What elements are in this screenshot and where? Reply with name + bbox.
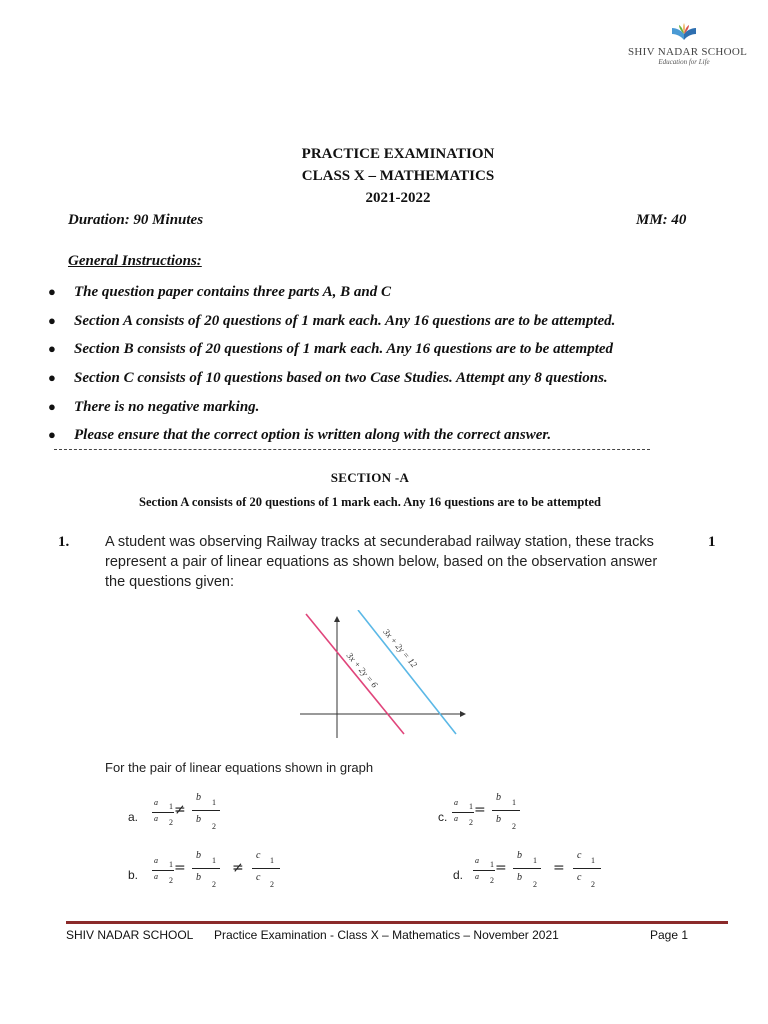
duration: Duration: 90 Minutes <box>68 212 204 228</box>
footer-rule <box>66 921 728 924</box>
footer-exam: Practice Examination - Class X – Mathematics – November 2021 <box>214 928 559 942</box>
option-letter: c. <box>438 810 448 824</box>
section-subheading: Section A consists of 20 questions of 1 mark each. Any 16 questions are to be attempted <box>139 495 601 509</box>
footer-page-number: Page 1 <box>650 928 689 942</box>
question-prompt: For the pair of linear equations shown in graph <box>105 760 374 775</box>
instruction-item: ● The question paper contains three parts A, B and C <box>48 282 738 311</box>
option-a[interactable]: a. a 1 a 2 ≠ b 1 b 2 <box>128 808 238 844</box>
relation-symbol: = <box>474 802 486 818</box>
instruction-item: ● Section B consists of 20 questions of 1 mark each. Any 16 questions are to be attempted <box>48 339 738 368</box>
school-logo <box>628 22 748 82</box>
option-b[interactable]: b. a 1 a 2 = b 1 b 2 ≠ c 1 c 2 <box>128 866 288 902</box>
line1-label: 3x + 2y = 6 <box>344 650 380 690</box>
relation-symbol: = <box>174 860 186 876</box>
option-letter: a. <box>128 810 139 824</box>
instruction-item: ● Section A consists of 20 questions of 1 mark each. Any 16 questions are to be attempted. <box>48 311 738 340</box>
logo-school-name: SHIV NADAR SCHOOL <box>628 46 748 58</box>
open-book-icon <box>671 22 697 44</box>
dashed-divider <box>54 449 650 450</box>
instruction-item: ● There is no negative marking. <box>48 397 738 426</box>
line2-label: 3x + 2y = 12 <box>381 626 420 670</box>
y-axis-arrow <box>334 616 340 622</box>
option-d[interactable]: d. a 1 a 2 = b 1 b 2 = c 1 c 2 <box>453 866 613 902</box>
academic-year: 2021-2022 <box>365 190 431 206</box>
linear-equations-graph <box>300 610 466 738</box>
logo-tagline: Education for Life <box>658 58 710 66</box>
section-heading: SECTION -A <box>330 470 410 485</box>
instruction-item: ● Please ensure that the correct option is written along with the correct answer. <box>48 425 738 454</box>
instructions-heading: General Instructions: <box>68 253 202 269</box>
option-letter: b. <box>128 868 139 882</box>
relation-symbol: = <box>495 860 507 876</box>
max-marks: MM: 40 <box>636 212 687 228</box>
relation-symbol: = <box>553 860 565 876</box>
instruction-item: ● Section C consists of 10 questions based on two Case Studies. Attempt any 8 questions. <box>48 368 738 397</box>
footer-school: SHIV NADAR SCHOOL <box>66 928 194 942</box>
relation-symbol: ≠ <box>232 860 244 876</box>
relation-symbol: ≠ <box>174 802 186 818</box>
option-c[interactable]: c. a 1 a 2 = b 1 b 2 <box>438 808 538 844</box>
question-number: 1. <box>58 534 70 550</box>
line-3x-2y-12 <box>358 610 456 734</box>
question-marks: 1 <box>708 534 716 550</box>
class-subject: CLASS X – MATHEMATICS <box>301 168 495 184</box>
option-letter: d. <box>453 868 464 882</box>
instructions-list <box>48 282 738 454</box>
exam-title: PRACTICE EXAMINATION <box>301 146 495 162</box>
question-text: A student was observing Railway tracks at secunderabad railway station, these tracks represent a pair of linear equations as shown below, based on the observation answer the questions given: <box>105 534 658 590</box>
x-axis-arrow <box>460 711 466 717</box>
